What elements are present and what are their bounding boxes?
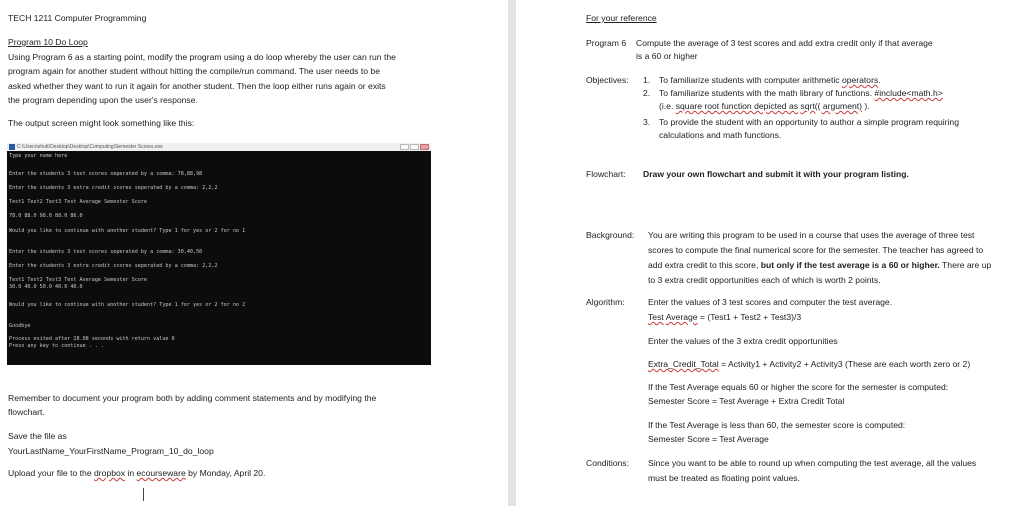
background-bold-condition: but only if the test average is a 60 or higher. xyxy=(760,260,940,270)
reference-heading: For your reference xyxy=(586,13,657,23)
algorithm-text: = (Test1 + Test2 + Test3)/3 xyxy=(697,312,802,322)
intro-line: asked whether they want to run it again for another student. Then the loop either runs again or exits xyxy=(8,80,386,91)
program6-desc-line: is a 60 or higher xyxy=(636,51,698,61)
save-label: Save the file as xyxy=(8,431,67,441)
console-line: Would you like to continue with another student? Type 1 for yes or 2 for no 1 xyxy=(9,228,246,234)
upload-text: by Monday, April 20. xyxy=(185,468,266,478)
console-line: Test1 Test2 Test3 Test Average Semester Score xyxy=(9,199,148,205)
objective-number: 2. xyxy=(643,88,651,98)
objective-2-example xyxy=(659,101,870,112)
background-line: scores to compute the final numerical score for the semester. The teacher has agreed to xyxy=(648,245,984,255)
algorithm-text: = Activity1 + Activity2 + Activity3 (These are each worth zero or 2) xyxy=(718,359,971,369)
console-line: Enter the students 3 test scores seperated by a comma: 78,88,98 xyxy=(9,171,203,177)
console-line: Would you like to continue with another student? Type 1 for yes or 2 for no 2 xyxy=(9,302,246,308)
background-line: You are writing this program to be used in a course that uses the average of three test xyxy=(648,230,975,240)
remember-line: flowchart. xyxy=(8,407,45,418)
background-label: Background: xyxy=(586,230,635,240)
console-title: C:\Users\shutt\Desktop\Desktop\Computing\Semester Scores.exe xyxy=(17,144,163,150)
left-page xyxy=(0,0,508,506)
objective-text: . xyxy=(878,75,881,85)
console-line: Enter the students 3 extra credit scores seperated by a comma: 2,2,2 xyxy=(9,263,218,269)
objective-text: (i.e. xyxy=(659,101,676,111)
minimize-icon xyxy=(400,144,409,150)
conditions-line: must be treated as floating point values. xyxy=(648,473,800,483)
algorithm-step: Enter the values of 3 test scores and computer the test average. xyxy=(648,297,893,307)
objective-1 xyxy=(659,75,881,86)
objective-3-cont: calculations and math functions. xyxy=(659,130,782,140)
objective-number: 1. xyxy=(643,75,651,85)
objective-text: ). xyxy=(862,101,870,111)
console-line: Type your name here xyxy=(9,153,68,159)
flowchart-label: Flowchart: xyxy=(586,169,626,179)
intro-line: program again for another student without hitting the compile/run command. The user needs to be xyxy=(8,66,380,77)
upload-dropbox: dropbox xyxy=(94,468,126,478)
algorithm-step: Enter the values of the 3 extra credit opportunities xyxy=(648,336,838,346)
algorithm-formula xyxy=(648,359,970,370)
close-icon xyxy=(420,144,429,150)
objective-include: #include<math.h> xyxy=(874,88,943,98)
console-line: Process exited after 28.08 seconds with return value 0 xyxy=(9,336,175,342)
objective-sqrt: sqrt(( argument) xyxy=(800,101,863,111)
console-line: Press any key to continue . . . xyxy=(9,343,105,349)
objective-text: To familiarize students with the math library of functions. xyxy=(659,88,875,98)
algorithm-formula: Semester Score = Test Average xyxy=(648,434,769,444)
background-text: add extra credit to this score, xyxy=(648,260,761,270)
console-line: Enter the students 3 extra credit scores seperated by a comma: 2,2,2 xyxy=(9,185,218,191)
algorithm-label: Algorithm: xyxy=(586,297,625,307)
algorithm-step: If the Test Average equals 60 or higher the score for the semester is computed: xyxy=(648,382,949,392)
background-line xyxy=(648,260,991,271)
console-app-icon xyxy=(9,144,15,150)
maximize-icon xyxy=(410,144,419,150)
remember-paragraph xyxy=(8,391,503,420)
text-cursor xyxy=(143,488,144,501)
upload-text: Upload your file to the xyxy=(8,468,94,478)
background-line: to 3 extra credit opportunities each of which is worth 2 points. xyxy=(648,275,881,285)
algorithm-test-word: Test xyxy=(648,312,664,322)
save-filename: YourLastName_YourFirstName_Program_10_do_loop xyxy=(8,446,214,456)
console-titlebar xyxy=(7,143,431,151)
console-line: Goodbye xyxy=(9,323,31,329)
remember-line: Remember to document your program both by adding comment statements and by modifying the xyxy=(8,393,377,403)
intro-paragraph xyxy=(8,50,503,107)
console-window-screenshot xyxy=(7,143,431,365)
flowchart-text: Draw your own flowchart and submit it with your program listing. xyxy=(643,169,909,179)
background-text: There are up xyxy=(939,260,992,270)
conditions-label: Conditions: xyxy=(586,458,629,468)
program6-desc-line: Compute the average of 3 test scores and add extra credit only if that average xyxy=(636,38,933,48)
objectives-label: Objectives: xyxy=(586,75,629,85)
console-line: Test1 Test2 Test3 Test Average Semester Score xyxy=(9,277,148,283)
conditions-line: Since you want to be able to round up when computing the test average, all the values xyxy=(648,458,977,468)
algorithm-step: If the Test Average is less than 60, the semester score is computed: xyxy=(648,420,906,430)
program-heading: Program 10 Do Loop xyxy=(8,37,88,47)
course-title: TECH 1211 Computer Programming xyxy=(8,13,147,23)
upload-ecourseware: ecourseware xyxy=(136,468,186,478)
intro-line: the program depending upon the user's response. xyxy=(8,94,198,105)
objective-operators: operators xyxy=(841,75,879,85)
objective-number: 3. xyxy=(643,117,651,127)
right-page xyxy=(516,0,1024,506)
program6-label: Program 6 xyxy=(586,38,627,48)
algorithm-formula xyxy=(648,312,801,323)
objective-3: To provide the student with an opportunity to author a simple program requiring xyxy=(659,117,959,127)
objective-text: To familiarize students with computer arithmetic xyxy=(659,75,842,85)
algorithm-formula: Semester Score = Test Average + Extra Credit Total xyxy=(648,396,845,406)
objective-text: square root function depicted as xyxy=(675,101,799,111)
output-intro: The output screen might look something like this: xyxy=(8,118,195,128)
upload-instruction xyxy=(8,468,265,479)
upload-text: in xyxy=(125,468,137,478)
console-line: 78.0 88.0 98.0 88.0 86.0 xyxy=(9,213,83,219)
console-line: Enter the students 3 test scores seperated by a comma: 30,40,50 xyxy=(9,249,203,255)
console-line: 30.0 40.0 50.0 40.0 40.0 xyxy=(9,284,83,290)
algorithm-extra-credit-total: Extra_Credit_Total xyxy=(648,359,719,369)
intro-line: Using Program 6 as a starting point, modify the program using a do loop whereby the user can run the xyxy=(8,52,396,62)
page-gutter xyxy=(508,0,516,506)
algorithm-average-word: Average xyxy=(665,312,698,322)
objective-2 xyxy=(659,88,943,99)
